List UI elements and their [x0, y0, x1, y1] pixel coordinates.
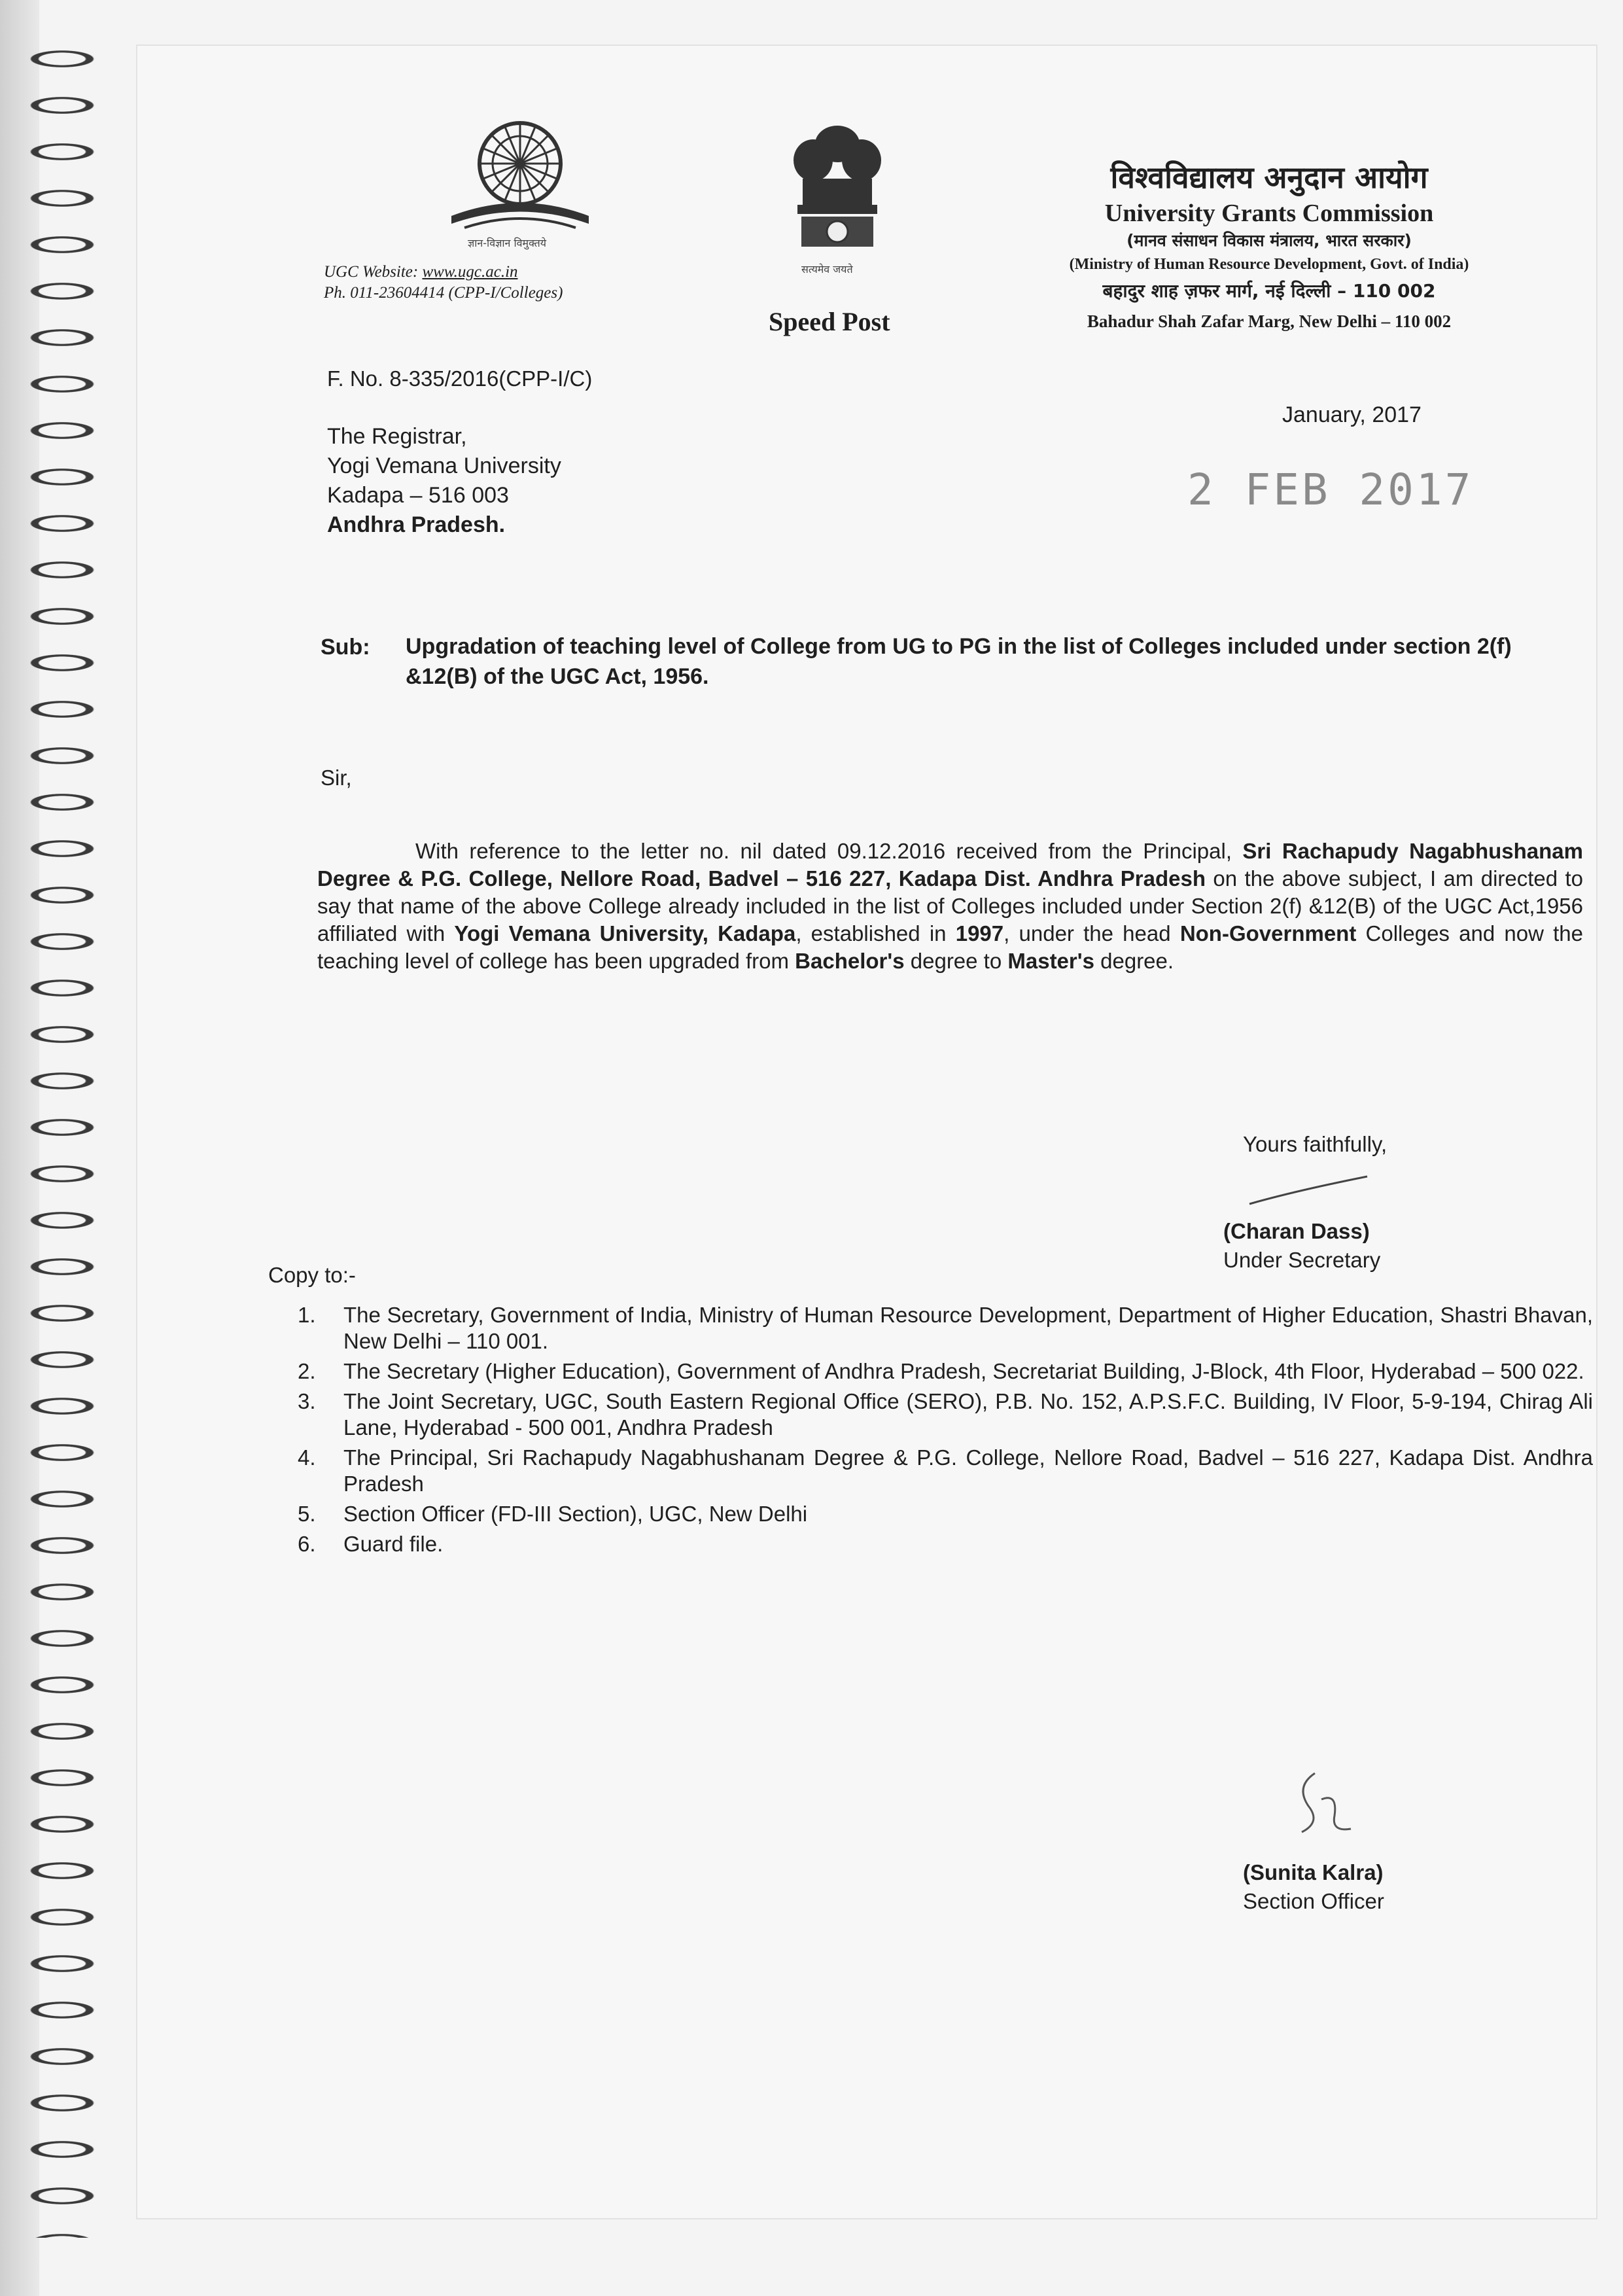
body-text: on the above subject, I am directed to say that name of the above College already included in the list of Colleges included under Section 2(f) &12(B) of the UGC Act,1956 affiliated with — [317, 866, 1583, 945]
body-paragraph — [317, 838, 1583, 975]
national-emblem-icon — [782, 121, 893, 311]
ugc-logo-icon — [438, 118, 602, 255]
from-degree: Bachelor's — [795, 949, 905, 973]
list-text: Guard file. — [343, 1532, 444, 1556]
ministry-hindi: (मानव संसाधन विकास मंत्रालय, भारत सरकार) — [1126, 231, 1412, 250]
list-text: Section Officer (FD-III Section), UGC, New Delhi — [343, 1502, 808, 1526]
body-text: , established in — [795, 921, 956, 945]
established-year: 1997 — [955, 921, 1004, 945]
list-item — [298, 1302, 1593, 1354]
list-number: 3. — [298, 1389, 316, 1413]
list-number: 4. — [298, 1445, 316, 1470]
list-item — [298, 1501, 1593, 1527]
second-signatory-name: (Sunita Kalra) — [1243, 1860, 1384, 1884]
list-text: The Joint Secretary, UGC, South Eastern Regional Office (SERO), P.B. No. 152, A.P.S.F.C. Building, IV Floor, 5-9-194, Chirag Ali Lane, Hyderabad - 500 001, Andhra Pradesh — [343, 1389, 1593, 1439]
salutation: Sir, — [321, 766, 352, 790]
signature-mark-icon — [1243, 1171, 1374, 1210]
phone-number: Ph. 011-23604414 (CPP-I/Colleges) — [324, 284, 563, 302]
college-category: Non-Government — [1179, 921, 1357, 945]
list-item — [298, 1388, 1593, 1441]
body-text: degree to — [904, 949, 1008, 973]
website-label: UGC Website: — [324, 263, 423, 281]
closing: Yours faithfully, — [1243, 1132, 1387, 1156]
letter-date: January, 2017 — [1282, 402, 1422, 427]
emblem-caption: सत्यमेव जयते — [801, 263, 853, 275]
ugc-logo-tagline: ज्ञान-विज्ञान विमुक्तये — [468, 237, 547, 249]
recipient-line: Kadapa – 516 003 — [327, 483, 509, 508]
list-number: 5. — [298, 1502, 316, 1526]
received-stamp: 2 FEB 2017 — [1187, 465, 1474, 515]
file-number: F. No. 8-335/2016(CPP-I/C) — [327, 366, 593, 391]
recipient-address — [327, 422, 561, 540]
signatory-block — [1223, 1217, 1380, 1275]
letter-page — [137, 46, 1596, 2218]
body-text: degree. — [1094, 949, 1174, 973]
to-degree: Master's — [1007, 949, 1094, 973]
subject-label: Sub: — [321, 635, 370, 660]
speed-post-label: Speed Post — [769, 307, 890, 336]
list-text: The Principal, Sri Rachapudy Nagabhushanam Degree & P.G. College, Nellore Road, Badvel – 516 227, Kadapa Dist. Andhra Pradesh — [343, 1445, 1593, 1496]
ugc-header — [922, 157, 1616, 336]
contact-block — [324, 262, 563, 304]
subject-text: Upgradation of teaching level of College from UG to PG in the list of Colleges included under section 2(f) &12(B) of the UGC Act, 1956. — [406, 634, 1512, 689]
address-hindi: बहादुर शाह ज़फर मार्ग, नई दिल्ली – 110 002 — [1102, 280, 1436, 302]
recipient-line: Andhra Pradesh. — [327, 512, 506, 537]
signatory-title: Under Secretary — [1223, 1248, 1381, 1272]
body-text: , under the head — [1003, 921, 1180, 945]
recipient-line: The Registrar, — [327, 424, 467, 449]
website-link[interactable]: www.ugc.ac.in — [422, 263, 518, 281]
ugc-name-english: University Grants Commission — [1104, 200, 1434, 227]
ministry-english: (Ministry of Human Resource Development, Govt. of India) — [1069, 256, 1469, 273]
spiral-binding — [0, 39, 124, 2238]
second-signatory-title: Section Officer — [1243, 1889, 1384, 1913]
copy-to-list — [298, 1302, 1593, 1561]
college-name: Sri Rachapudy Nagabhushanam Degree & P.G. College, Nellore Road, Badvel – 516 227, Kadapa Dist. Andhra Pradesh — [317, 839, 1583, 891]
list-item — [298, 1358, 1593, 1385]
list-text: The Secretary, Government of India, Ministry of Human Resource Development, Department of Higher Education, Shastri Bhavan, New Delhi – 110 001. — [343, 1303, 1593, 1353]
second-signatory-block — [1243, 1858, 1384, 1916]
initials-signature-icon — [1276, 1760, 1367, 1852]
university-name: Yogi Vemana University, Kadapa — [454, 921, 796, 945]
address-english: Bahadur Shah Zafar Marg, New Delhi – 110 002 — [1087, 311, 1452, 331]
list-item — [298, 1445, 1593, 1497]
recipient-line: Yogi Vemana University — [327, 453, 561, 478]
list-number: 1. — [298, 1303, 316, 1327]
body-text: Colleges and now the teaching level of college has been upgraded from — [317, 921, 1584, 973]
list-number: 2. — [298, 1359, 316, 1383]
body-text: With reference to the letter no. nil dated 09.12.2016 received from the Principal, — [415, 839, 1232, 863]
copy-to-label: Copy to:- — [268, 1263, 356, 1287]
signatory-name: (Charan Dass) — [1223, 1219, 1370, 1243]
list-item — [298, 1531, 1593, 1557]
list-text: The Secretary (Higher Education), Government of Andhra Pradesh, Secretariat Building, J-Block, 4th Floor, Hyderabad – 500 022. — [343, 1359, 1584, 1383]
ugc-name-hindi: विश्वविद्यालय अनुदान आयोग — [1110, 160, 1428, 195]
list-number: 6. — [298, 1532, 316, 1556]
